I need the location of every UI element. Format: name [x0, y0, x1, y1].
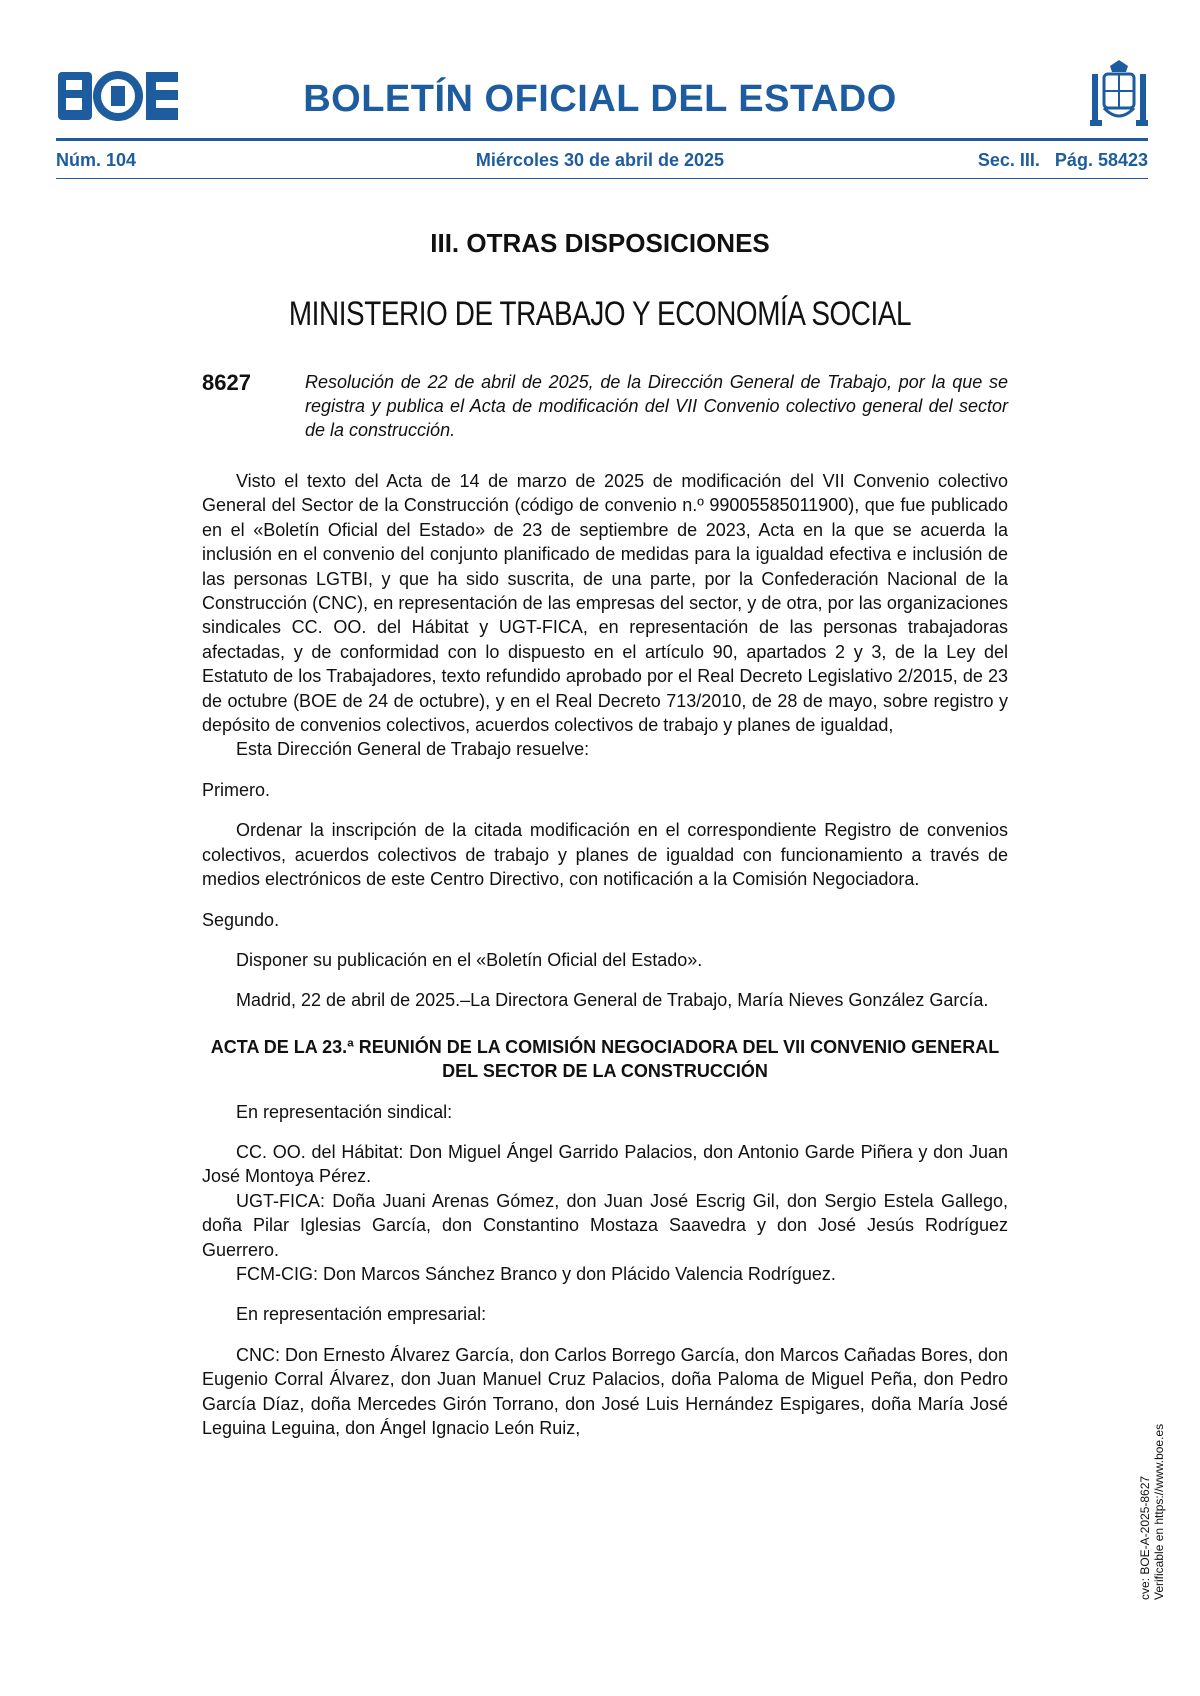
- paragraph: Disponer su publicación en el «Boletín Oficial del Estado».: [236, 949, 703, 970]
- cve-code: cve: BOE-A-2025-8627: [1138, 1475, 1152, 1600]
- paragraph: FCM-CIG: Don Marcos Sánchez Branco y don Plácido Valencia Rodríguez.: [236, 1263, 836, 1284]
- paragraph: UGT-FICA: Doña Juani Arenas Gómez, don Juan José Escrig Gil, don Sergio Estela Gallego, doña Pilar Iglesias García, don Constantino Mostaza Saavedra y don José Jesús Rodríguez Guerrero.: [202, 1190, 1008, 1260]
- verification-url[interactable]: Verificable en https://www.boe.es: [1152, 1423, 1166, 1600]
- disposition-title: Resolución de 22 de abril de 2025, de la Dirección General de Trabajo, por la que se registra y publica el Acta de modificación del VII Convenio colectivo general del sector de la construcción.: [305, 372, 1008, 440]
- verification-side-text: [1138, 1380, 1166, 1600]
- coat-of-arms-icon: [1090, 60, 1148, 130]
- header-rule-thin: [56, 178, 1148, 179]
- header-rule: [56, 138, 1148, 141]
- ministry-title: MINISTERIO DE TRABAJO Y ECONOMÍA SOCIAL: [288, 295, 912, 333]
- acta-title: ACTA DE LA 23.ª REUNIÓN DE LA COMISIÓN NEGOCIADORA DEL VII CONVENIO GENERAL DEL SECTOR DE LA CONSTRUCCIÓN: [210, 1036, 1000, 1082]
- document-body: [202, 469, 1008, 1440]
- issue-date: Miércoles 30 de abril de 2025: [475, 150, 725, 170]
- paragraph: CC. OO. del Hábitat: Don Miguel Ángel Garrido Palacios, don Antonio Garde Piñera y don Juan José Montoya Pérez.: [202, 1141, 1008, 1187]
- paragraph: En representación sindical:: [236, 1101, 453, 1122]
- issue-number: Núm. 104: [56, 150, 137, 170]
- paragraph-heading: Segundo.: [202, 909, 280, 930]
- newspaper-title: BOLETÍN OFICIAL DEL ESTADO: [303, 78, 897, 120]
- paragraph: Madrid, 22 de abril de 2025.–La Directora General de Trabajo, María Nieves González García.: [236, 990, 989, 1011]
- disposition-number: 8627: [202, 370, 251, 395]
- paragraph-heading: Primero.: [202, 779, 271, 800]
- section-title: III. OTRAS DISPOSICIONES: [430, 228, 770, 258]
- paragraph: Ordenar la inscripción de la citada modificación en el correspondiente Registro de convenios colectivos, acuerdos colectivos de trabajo y planes de igualdad con funcionamiento a través de medios electrónicos de este Centro Directivo, con notificación a la Comisión Negociadora.: [202, 820, 1008, 890]
- section-page: Sec. III. Pág. 58423: [977, 150, 1148, 170]
- paragraph: Visto el texto del Acta de 14 de marzo de 2025 de modificación del VII Convenio colectivo General del Sector de la Construcción (código de convenio n.º 99005585011900), que fue publicado en el «Boletín Oficial del Estado» de 23 de septiembre de 2023, Acta en la que se acuerda la inclusión en el convenio del conjunto planificado de medidas para la igualdad efectiva e inclusión de las personas LGTBI, y que ha sido suscrita, de una parte, por la Confederación Nacional de la Construcción (CNC), en representación de las empresas del sector, y de otra, por las organizaciones sindicales CC. OO. del Hábitat y UGT-FICA, en representación de las personas trabajadoras afectadas, y de conformidad con lo dispuesto en el artículo 90, apartados 2 y 3, de la Ley del Estatuto de los Trabajadores, texto refundido aprobado por el Real Decreto Legislativo 2/2015, de 23 de octubre (BOE de 24 de octubre), y en el Real Decreto 713/2010, de 28 de mayo, sobre registro y depósito de convenios colectivos, acuerdos colectivos de trabajo y planes de igualdad,: [202, 471, 1008, 736]
- paragraph: CNC: Don Ernesto Álvarez García, don Carlos Borrego García, don Marcos Cañadas Bores, don Eugenio Corral Álvarez, don Juan Manuel Cruz Palacios, doña Paloma de Miguel Peña, don Pedro García Díaz, doña Mercedes Girón Torrano, don José Luis Hernández Espigares, doña María José Leguina Leguina, don Ángel Ignacio León Ruiz,: [202, 1344, 1008, 1438]
- paragraph: En representación empresarial:: [236, 1304, 487, 1325]
- paragraph: Esta Dirección General de Trabajo resuelve:: [236, 739, 590, 760]
